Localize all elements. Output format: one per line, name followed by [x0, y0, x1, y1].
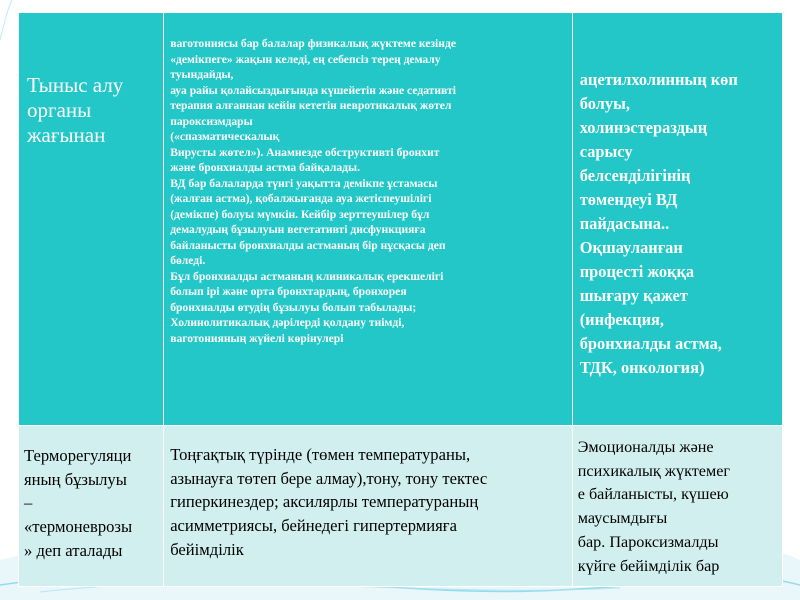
text-line: және бронхиалды астма байқалады. [170, 161, 361, 174]
text-line: психикалық жүктемег [577, 461, 731, 480]
text-line: терапия алғаннан кейін кететін невротикалық жөтел [170, 99, 452, 112]
text-line: ваготониясы бар балалар физикалық жүктеме кезінде [170, 37, 456, 50]
table-cell-thermoregulation-notes [572, 426, 782, 587]
table-cell-respiratory-diagnostics [572, 13, 782, 426]
table-cell-respiratory-description [164, 13, 573, 426]
text-line: процесті жоққа [579, 262, 695, 281]
text-line: бронхиалды астма, [579, 334, 722, 353]
text-line: маусымдығы [577, 509, 668, 528]
text-line: Холинолитикалық дәрілерді қолдану тиімді, [170, 316, 405, 329]
text-line: бронхиалды өтудің бұзылуы болып табылады; [170, 300, 417, 314]
text-line: белсенділігінің [579, 166, 691, 185]
text-line: күйге бейімділік бар [577, 556, 720, 575]
text-line: (жалған астма), қобалжығанда ауа жетіспеушілігі [170, 192, 432, 205]
text-line: Эмоционалды және [577, 438, 714, 456]
cell-text [19, 426, 163, 563]
text-line: холинэстераздың [579, 118, 708, 137]
text-line: бейімділік [170, 539, 244, 559]
text-line: шығару қажет [579, 286, 688, 305]
text-line: ауа райы қолайсыздығында күшейетін және седативті [170, 83, 456, 97]
table-row [19, 13, 783, 426]
cell-text [19, 13, 163, 148]
text-line: азынауға төтеп бере алмау),тону, тону тектес [170, 468, 488, 488]
table-cell-respiratory-title [19, 13, 164, 426]
text-line: (демікпе) болуы мүмкін. Кейбір зерттеушілер бұл [170, 207, 430, 221]
comparison-table [18, 12, 783, 587]
text-line: гиперкинездер; аксилярлы температураның [170, 492, 479, 512]
text-line: Бұл бронхиалды астманың клиникалық ерекшелігі [170, 269, 444, 283]
text-line: органы [27, 98, 92, 122]
text-line: пайдасына.. [579, 214, 670, 233]
cell-text [164, 13, 572, 346]
text-line: төмендеуі ВД [579, 190, 678, 209]
text-line: яның бұзылуы [24, 469, 127, 489]
text-line: Тоңғақтық түрінде (төмен температураны, [170, 445, 471, 464]
text-line: ТДК, онкология) [579, 358, 705, 377]
text-line: ацетилхолинның көп [579, 70, 738, 89]
text-line: болуы, [579, 94, 630, 113]
cell-text [573, 13, 782, 380]
text-line: бар. Пароксизмалды [577, 532, 719, 551]
table-row [19, 426, 783, 587]
cell-text [573, 426, 782, 578]
text-line: асимметриясы, бейнедегі гипертермияға [170, 516, 457, 536]
text-line: ВД бар балаларда түнгі уақытта демікпе ұстамасы [170, 176, 438, 190]
text-line: е байланысты, күшею [577, 485, 729, 504]
table-cell-thermoregulation-description [164, 426, 573, 587]
text-line: байланысты бронхиалды астманың бір нұсқасы деп [170, 238, 446, 252]
text-line: бөледі. [170, 254, 206, 267]
text-line: » деп аталады [24, 540, 123, 560]
text-line: («спазматическалық [170, 130, 280, 143]
text-line: Вирусты жөтел»). Анамнезде обструктивті бронхит [170, 145, 440, 159]
text-line: Тыныс алу [27, 73, 124, 97]
text-line: «термоневрозы [24, 517, 133, 537]
text-line: пароксизмдары [170, 114, 253, 128]
text-line: демалудың бұзылуын вегетативті дисфункцияға [170, 223, 426, 236]
text-line: болып ірі және орта бронхтардың, бронхорея [170, 285, 407, 298]
text-line: Оқшауланған [579, 238, 683, 257]
text-line: ваготонияның жүйелі көрінулері [170, 331, 344, 345]
text-line: «демікпеге» жақын келеді, ең себепсіз терең демалу [170, 52, 441, 66]
text-line: Терморегуляци [24, 446, 132, 465]
table-cell-thermoregulation-title [19, 426, 164, 587]
text-line: жағынан [27, 123, 106, 147]
text-line: туындайды, [170, 68, 234, 81]
text-line: сарысу [579, 142, 633, 161]
text-line: (инфекция, [579, 310, 664, 329]
cell-text [164, 426, 572, 562]
text-line: – [24, 493, 33, 513]
